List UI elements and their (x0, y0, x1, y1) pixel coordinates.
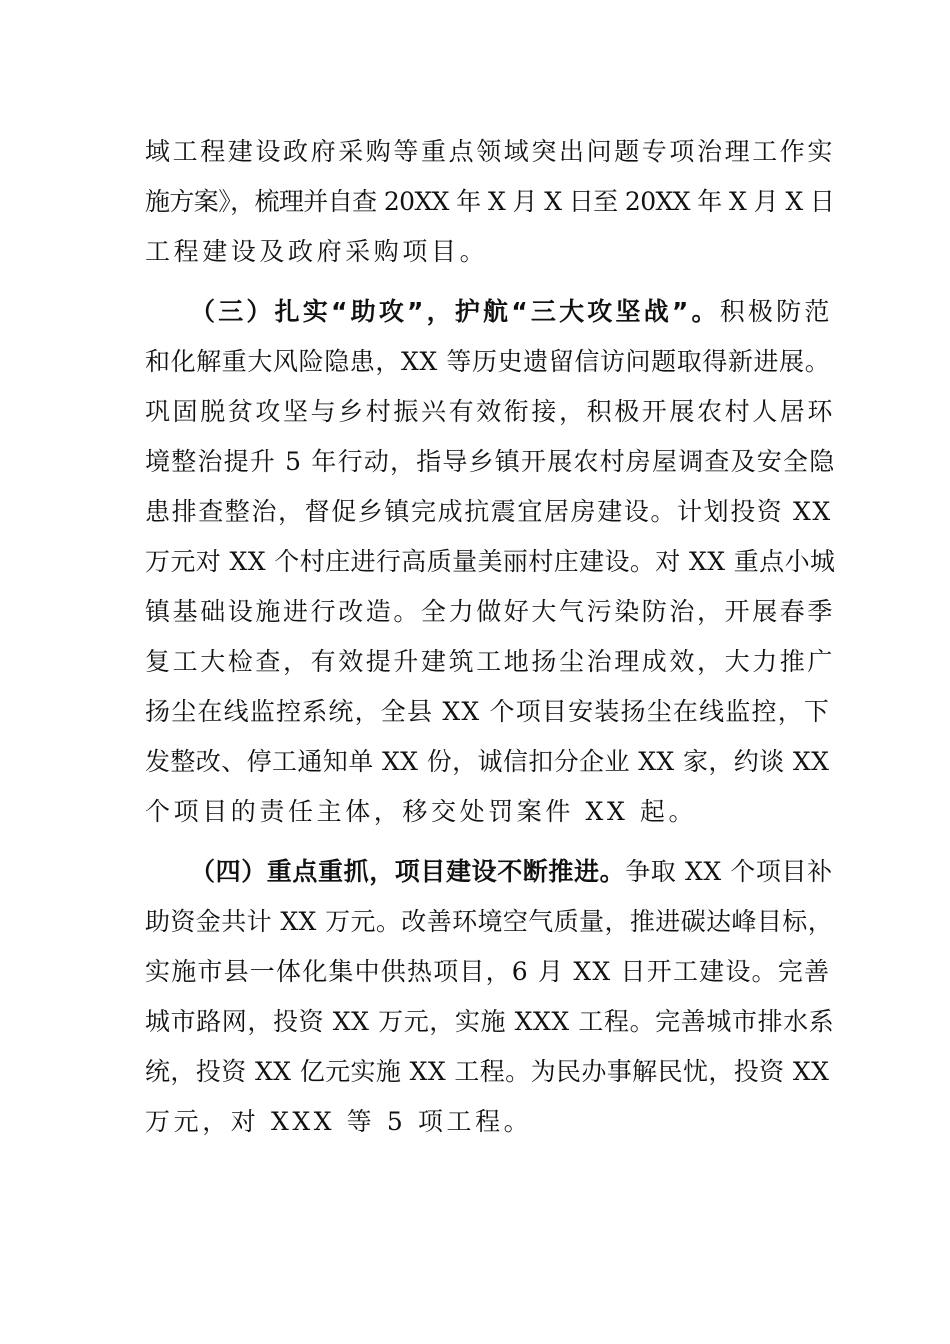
paragraph-3-line-4: 城市路网，投资 XX 万元，实施 XXX 工程。完善城市排水系 (145, 1007, 835, 1036)
paragraph-2-line-6: 万元对 XX 个村庄进行高质量美丽村庄建设。对 XX 重点小城 (145, 547, 835, 576)
paragraph-2-line-7: 镇基础设施进行改造。全力做好大气污染防治，开展春季 (145, 597, 835, 626)
paragraph-3-first-line (190, 847, 835, 897)
paragraph-2-first-line-text: 积极防范 (719, 297, 833, 326)
paragraph-1-line-3: 工程建设及政府采购项目。 (145, 237, 489, 266)
paragraph-3-line-6: 万元，对 XXX 等 5 项工程。 (145, 1107, 533, 1136)
paragraph-2-line-10: 发整改、停工通知单 XX 份，诚信扣分企业 XX 家，约谈 XX (145, 747, 830, 776)
paragraph-2-heading: （三）扎实“助攻”，护航“三大攻坚战”。 (190, 297, 720, 326)
paragraph-2-line-8: 复工大检查，有效提升建筑工地扬尘治理成效，大力推广 (145, 647, 835, 676)
paragraph-3-line-3: 实施市县一体化集中供热项目，6 月 XX 日开工建设。完善 (145, 957, 831, 986)
paragraph-2-line-9: 扬尘在线监控系统，全县 XX 个项目安装扬尘在线监控，下 (145, 697, 831, 726)
paragraph-3-line-5: 统，投资 XX 亿元实施 XX 工程。为民办事解民忧，投资 XX (145, 1057, 830, 1086)
paragraph-2-line-2: 和化解重大风险隐患，XX 等历史遗留信访问题取得新进展。 (145, 347, 831, 376)
paragraph-3-line-2: 助资金共计 XX 万元。改善环境空气质量，推进碳达峰目标， (145, 907, 834, 936)
paragraph-3-first-line-text: 争取 XX 个项目补 (625, 857, 833, 886)
paragraph-2-line-3: 巩固脱贫攻坚与乡村振兴有效衔接，积极开展农村人居环 (145, 397, 835, 426)
paragraph-2-line-5: 患排查整治，督促乡镇完成抗震宜居房建设。计划投资 XX (145, 497, 832, 526)
paragraph-2-line-11: 个项目的责任主体，移交处罚案件 XX 起。 (145, 797, 698, 826)
paragraph-3-heading: （四）重点重抓，项目建设不断推进。 (190, 857, 626, 886)
paragraph-2-line-4: 境整治提升 5 年行动，指导乡镇开展农村房屋调查及安全隐 (145, 447, 835, 476)
paragraph-1-line-2: 施方案》，梳理并自查 20XX 年 X 月 X 日至 20XX 年 X 月 X 日 (145, 187, 835, 216)
paragraph-1-line-1: 域工程建设政府采购等重点领域突出问题专项治理工作实 (145, 137, 835, 166)
paragraph-2-first-line (190, 287, 835, 337)
